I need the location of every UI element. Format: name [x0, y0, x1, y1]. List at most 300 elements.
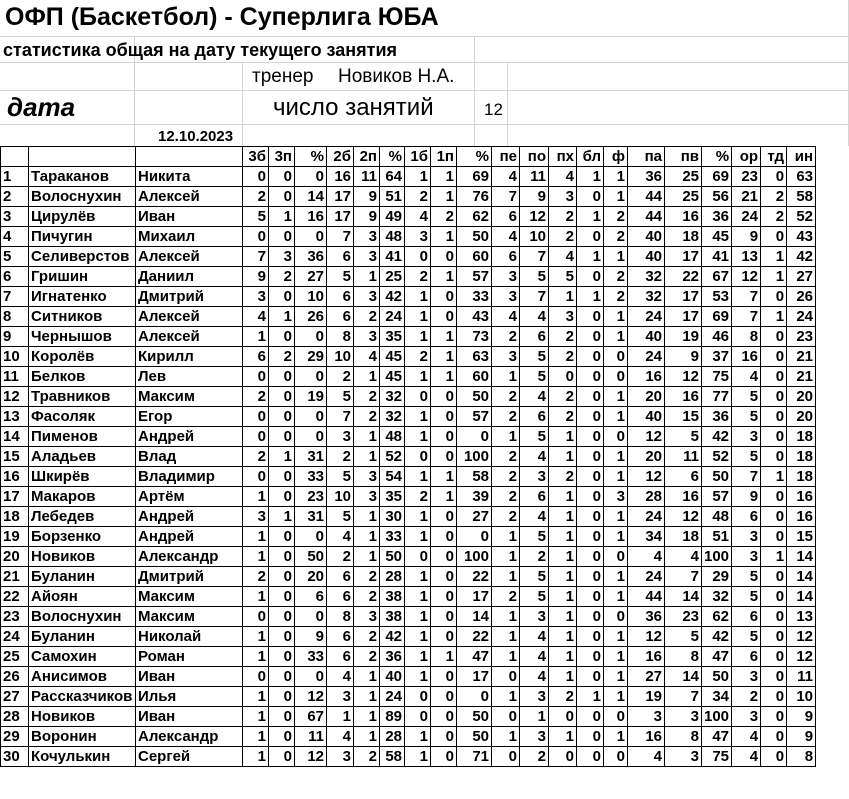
stat-cell: 1: [761, 467, 787, 487]
stat-cell: 12: [628, 467, 665, 487]
stat-cell: 33: [295, 647, 327, 667]
stat-cell: 0: [269, 587, 295, 607]
stat-cell: 5: [327, 387, 354, 407]
stat-cell: 0: [269, 527, 295, 547]
stat-cell: 2: [604, 207, 628, 227]
stat-cell: 6: [520, 407, 549, 427]
stat-cell: 31: [295, 507, 327, 527]
table-row: [1, 427, 816, 447]
column-header: ин: [787, 147, 816, 167]
stat-cell: 1: [405, 467, 431, 487]
stat-cell: 0: [405, 447, 431, 467]
stat-cell: 3: [520, 607, 549, 627]
stat-cell: 1: [243, 327, 269, 347]
stat-cell: 4: [327, 527, 354, 547]
stat-cell: 1: [405, 407, 431, 427]
stat-cell: 1: [243, 527, 269, 547]
stat-cell: 0: [405, 387, 431, 407]
stat-cell: 3: [732, 427, 761, 447]
stat-cell: 0: [243, 427, 269, 447]
stat-cell: 22: [457, 627, 492, 647]
player-first-name: Иван: [136, 707, 243, 727]
stat-cell: 0: [577, 507, 604, 527]
stat-cell: 7: [665, 687, 702, 707]
stat-cell: 20: [295, 567, 327, 587]
stat-cell: 2: [549, 407, 577, 427]
stat-cell: 2: [604, 287, 628, 307]
stat-cell: 7: [520, 247, 549, 267]
stat-cell: 0: [269, 607, 295, 627]
stat-cell: 29: [295, 347, 327, 367]
stat-cell: 42: [380, 627, 405, 647]
table-row: [1, 187, 816, 207]
stat-cell: 1: [405, 567, 431, 587]
stat-cell: 1: [604, 507, 628, 527]
stat-cell: 0: [269, 667, 295, 687]
stat-cell: 1: [405, 427, 431, 447]
stat-cell: 33: [380, 527, 405, 547]
stat-cell: 3: [549, 187, 577, 207]
stat-cell: 3: [604, 487, 628, 507]
stat-cell: 4: [732, 747, 761, 767]
row-number: 17: [1, 487, 29, 507]
stat-cell: 11: [520, 167, 549, 187]
column-header: %: [295, 147, 327, 167]
stat-cell: 1: [405, 367, 431, 387]
stat-cell: 0: [577, 347, 604, 367]
session-count-label: число занятий: [273, 94, 434, 121]
stat-cell: 11: [665, 447, 702, 467]
stat-cell: 63: [457, 347, 492, 367]
player-first-name: Роман: [136, 647, 243, 667]
stat-cell: 18: [787, 447, 816, 467]
column-header: ор: [732, 147, 761, 167]
player-first-name: Кирилл: [136, 347, 243, 367]
stat-cell: 33: [295, 467, 327, 487]
player-last-name: Королёв: [29, 347, 136, 367]
player-first-name: Алексей: [136, 327, 243, 347]
stat-cell: 0: [761, 527, 787, 547]
stats-table: [0, 146, 816, 767]
stat-cell: 5: [665, 427, 702, 447]
stat-cell: 50: [457, 727, 492, 747]
stat-cell: 7: [492, 187, 520, 207]
stat-cell: 19: [628, 687, 665, 707]
stat-cell: 2: [354, 407, 380, 427]
stat-cell: 20: [787, 387, 816, 407]
stat-cell: 0: [269, 187, 295, 207]
stat-cell: 9: [243, 267, 269, 287]
stat-cell: 4: [327, 667, 354, 687]
stat-cell: 5: [665, 627, 702, 647]
stat-cell: 2: [520, 747, 549, 767]
stat-cell: 1: [549, 427, 577, 447]
stat-cell: 21: [732, 187, 761, 207]
player-last-name: Рассказчиков: [29, 687, 136, 707]
stat-cell: 3: [327, 427, 354, 447]
stat-cell: 12: [628, 427, 665, 447]
table-row: [1, 227, 816, 247]
player-first-name: Михаил: [136, 227, 243, 247]
stat-cell: 0: [295, 327, 327, 347]
stat-cell: 0: [431, 287, 457, 307]
stat-cell: 32: [628, 267, 665, 287]
player-last-name: Борзенко: [29, 527, 136, 547]
stat-cell: 0: [577, 487, 604, 507]
row-number: 9: [1, 327, 29, 347]
stat-cell: 50: [702, 467, 732, 487]
stat-cell: 0: [549, 747, 577, 767]
stat-cell: 0: [577, 707, 604, 727]
stat-cell: 10: [787, 687, 816, 707]
stat-cell: 3: [243, 287, 269, 307]
column-header: пх: [549, 147, 577, 167]
stat-cell: 1: [431, 467, 457, 487]
stat-cell: 0: [243, 367, 269, 387]
stat-cell: 67: [295, 707, 327, 727]
row-number: 20: [1, 547, 29, 567]
stat-cell: 9: [787, 727, 816, 747]
stat-cell: 0: [761, 647, 787, 667]
stat-cell: 0: [431, 607, 457, 627]
stat-cell: 4: [354, 347, 380, 367]
stat-cell: 20: [628, 447, 665, 467]
player-last-name: Цирулёв: [29, 207, 136, 227]
stat-cell: 2: [604, 227, 628, 247]
stat-cell: 2: [492, 327, 520, 347]
stat-cell: 1: [405, 627, 431, 647]
stat-cell: 32: [628, 287, 665, 307]
stat-cell: 1: [549, 647, 577, 667]
stat-cell: 4: [520, 387, 549, 407]
stat-cell: 0: [492, 707, 520, 727]
stat-cell: 0: [295, 407, 327, 427]
stat-cell: 5: [520, 367, 549, 387]
stat-cell: 0: [295, 667, 327, 687]
stat-cell: 1: [243, 627, 269, 647]
stat-cell: 3: [665, 747, 702, 767]
stat-cell: 8: [327, 327, 354, 347]
stat-cell: 1: [243, 727, 269, 747]
player-last-name: Самохин: [29, 647, 136, 667]
column-header: 1б: [405, 147, 431, 167]
stat-cell: 9: [295, 627, 327, 647]
stat-cell: 0: [405, 707, 431, 727]
column-header: %: [457, 147, 492, 167]
stat-cell: 1: [431, 487, 457, 507]
row-number: 16: [1, 467, 29, 487]
stat-cell: 0: [761, 707, 787, 727]
stat-cell: 6: [295, 587, 327, 607]
stat-cell: 56: [702, 187, 732, 207]
player-first-name: Владимир: [136, 467, 243, 487]
stat-cell: 0: [269, 367, 295, 387]
stat-cell: 60: [457, 367, 492, 387]
stat-cell: 3: [549, 307, 577, 327]
stat-cell: 35: [380, 327, 405, 347]
player-last-name: Айоян: [29, 587, 136, 607]
stat-cell: 50: [295, 547, 327, 567]
stat-cell: 1: [761, 247, 787, 267]
player-first-name: Илья: [136, 687, 243, 707]
stat-cell: 0: [577, 367, 604, 387]
stat-cell: 5: [520, 347, 549, 367]
stat-cell: 24: [628, 507, 665, 527]
stat-cell: 6: [492, 247, 520, 267]
stat-cell: 0: [577, 607, 604, 627]
stat-cell: 1: [354, 507, 380, 527]
stat-cell: 4: [549, 247, 577, 267]
stat-cell: 34: [702, 687, 732, 707]
stat-cell: 38: [380, 587, 405, 607]
table-row: [1, 507, 816, 527]
coach-label: тренер: [252, 66, 314, 87]
stat-cell: 10: [295, 287, 327, 307]
stat-cell: 14: [295, 187, 327, 207]
stat-cell: 12: [665, 367, 702, 387]
player-last-name: Чернышов: [29, 327, 136, 347]
stat-cell: 1: [405, 287, 431, 307]
stat-cell: 32: [702, 587, 732, 607]
stat-cell: 1: [431, 367, 457, 387]
row-number: 2: [1, 187, 29, 207]
stat-cell: 1: [354, 367, 380, 387]
stat-cell: 62: [702, 607, 732, 627]
stat-cell: 0: [269, 287, 295, 307]
stat-cell: 48: [702, 507, 732, 527]
stat-cell: 3: [732, 707, 761, 727]
stat-cell: 0: [761, 727, 787, 747]
stat-cell: 0: [761, 287, 787, 307]
stat-cell: 0: [269, 227, 295, 247]
stat-cell: 1: [269, 207, 295, 227]
stat-cell: 0: [577, 527, 604, 547]
stat-cell: 0: [405, 547, 431, 567]
stat-cell: 48: [380, 427, 405, 447]
stat-cell: 2: [732, 687, 761, 707]
stat-cell: 2: [354, 307, 380, 327]
stat-cell: 0: [431, 667, 457, 687]
stat-cell: 22: [665, 267, 702, 287]
stat-cell: 34: [628, 527, 665, 547]
stat-cell: 12: [732, 267, 761, 287]
stat-cell: 0: [577, 327, 604, 347]
row-number: 24: [1, 627, 29, 647]
stat-cell: 52: [380, 447, 405, 467]
column-header: ф: [604, 147, 628, 167]
stat-cell: 42: [380, 287, 405, 307]
stat-cell: 3: [732, 527, 761, 547]
stat-cell: 47: [457, 647, 492, 667]
stat-cell: 8: [665, 727, 702, 747]
stat-cell: 0: [269, 727, 295, 747]
stat-cell: 1: [492, 607, 520, 627]
stat-cell: 3: [628, 707, 665, 727]
stat-cell: 1: [604, 467, 628, 487]
table-row: [1, 567, 816, 587]
stat-cell: 0: [577, 747, 604, 767]
player-last-name: Шкирёв: [29, 467, 136, 487]
stat-cell: 1: [604, 247, 628, 267]
stat-cell: 32: [380, 387, 405, 407]
table-row: [1, 347, 816, 367]
table-row: [1, 267, 816, 287]
stat-cell: 16: [787, 507, 816, 527]
player-first-name: Дмитрий: [136, 567, 243, 587]
player-last-name: Воронин: [29, 727, 136, 747]
stat-cell: 0: [577, 587, 604, 607]
stat-cell: 1: [327, 707, 354, 727]
table-row: [1, 247, 816, 267]
stat-cell: 36: [628, 167, 665, 187]
stat-cell: 0: [604, 427, 628, 447]
stat-cell: 24: [380, 307, 405, 327]
table-row: [1, 627, 816, 647]
stat-cell: 69: [457, 167, 492, 187]
stat-cell: 4: [243, 307, 269, 327]
table-row: [1, 167, 816, 187]
stat-cell: 1: [492, 427, 520, 447]
column-header: по: [520, 147, 549, 167]
stat-cell: 17: [665, 247, 702, 267]
stat-cell: 0: [577, 187, 604, 207]
stat-cell: 1: [492, 547, 520, 567]
table-row: [1, 367, 816, 387]
stat-cell: 27: [457, 507, 492, 527]
stat-cell: 10: [327, 487, 354, 507]
stat-cell: 0: [269, 647, 295, 667]
stat-cell: 42: [787, 247, 816, 267]
stat-cell: 1: [354, 267, 380, 287]
stat-cell: 3: [354, 607, 380, 627]
stat-cell: 2: [354, 587, 380, 607]
player-last-name: Аладьев: [29, 447, 136, 467]
stat-cell: 6: [492, 207, 520, 227]
stat-cell: 0: [269, 567, 295, 587]
stat-cell: 36: [702, 407, 732, 427]
player-first-name: Андрей: [136, 507, 243, 527]
stat-cell: 16: [665, 387, 702, 407]
stat-cell: 44: [628, 207, 665, 227]
stat-cell: 1: [354, 547, 380, 567]
stat-cell: 2: [327, 547, 354, 567]
stat-cell: 0: [431, 747, 457, 767]
player-first-name: Максим: [136, 387, 243, 407]
stat-cell: 0: [243, 167, 269, 187]
stat-cell: 3: [269, 247, 295, 267]
table-row: [1, 727, 816, 747]
stat-cell: 5: [327, 467, 354, 487]
player-first-name: Влад: [136, 447, 243, 467]
player-first-name: Иван: [136, 207, 243, 227]
stat-cell: 7: [732, 287, 761, 307]
stat-cell: 52: [702, 447, 732, 467]
table-row: [1, 607, 816, 627]
stat-cell: 5: [732, 387, 761, 407]
stat-cell: 22: [457, 567, 492, 587]
row-number: 21: [1, 567, 29, 587]
stat-cell: 48: [380, 227, 405, 247]
stat-cell: 3: [327, 687, 354, 707]
stat-cell: 11: [295, 727, 327, 747]
stat-cell: 0: [761, 427, 787, 447]
stat-cell: 0: [577, 407, 604, 427]
stat-cell: 23: [787, 327, 816, 347]
stat-cell: 1: [549, 527, 577, 547]
stat-cell: 6: [327, 247, 354, 267]
stat-cell: 0: [577, 727, 604, 747]
stat-cell: 2: [492, 487, 520, 507]
stat-cell: 1: [549, 627, 577, 647]
stat-cell: 4: [492, 307, 520, 327]
stat-cell: 1: [549, 667, 577, 687]
stat-cell: 1: [243, 487, 269, 507]
stat-cell: 3: [354, 487, 380, 507]
stat-cell: 0: [761, 587, 787, 607]
stat-cell: 23: [295, 487, 327, 507]
stat-cell: 46: [702, 327, 732, 347]
stat-cell: 1: [604, 167, 628, 187]
row-number: 1: [1, 167, 29, 187]
stat-cell: 11: [787, 667, 816, 687]
table-row: [1, 307, 816, 327]
stat-cell: 0: [295, 527, 327, 547]
stat-cell: 24: [732, 207, 761, 227]
table-row: [1, 547, 816, 567]
row-number: 29: [1, 727, 29, 747]
stat-cell: 2: [549, 227, 577, 247]
stat-cell: 2: [405, 187, 431, 207]
stat-cell: 2: [492, 387, 520, 407]
player-last-name: Фасоляк: [29, 407, 136, 427]
stat-cell: 7: [732, 307, 761, 327]
stat-cell: 23: [732, 167, 761, 187]
stat-cell: 0: [577, 227, 604, 247]
stat-cell: 47: [702, 647, 732, 667]
player-last-name: Селиверстов: [29, 247, 136, 267]
stat-cell: 3: [354, 467, 380, 487]
stat-cell: 21: [787, 367, 816, 387]
page-subtitle: статистика общая на дату текущего занятия: [3, 40, 398, 60]
stat-cell: 0: [431, 427, 457, 447]
column-header: па: [628, 147, 665, 167]
stat-cell: 27: [295, 267, 327, 287]
stat-cell: 0: [577, 427, 604, 447]
stat-cell: 5: [732, 587, 761, 607]
row-number: 25: [1, 647, 29, 667]
player-last-name: Белков: [29, 367, 136, 387]
stat-cell: 5: [327, 507, 354, 527]
row-number: 3: [1, 207, 29, 227]
stat-cell: 0: [577, 547, 604, 567]
stat-cell: 29: [702, 567, 732, 587]
stat-cell: 1: [431, 167, 457, 187]
table-row: [1, 587, 816, 607]
stat-cell: 0: [269, 747, 295, 767]
stat-cell: 0: [431, 687, 457, 707]
stat-cell: 5: [549, 267, 577, 287]
stat-cell: 24: [628, 347, 665, 367]
stat-cell: 57: [457, 267, 492, 287]
stat-cell: 0: [457, 427, 492, 447]
stat-cell: 2: [549, 347, 577, 367]
table-row: [1, 527, 816, 547]
stat-cell: 0: [577, 307, 604, 327]
session-count-value: 12: [484, 100, 503, 119]
stat-cell: 9: [520, 187, 549, 207]
table-row: [1, 407, 816, 427]
stat-cell: 12: [295, 687, 327, 707]
